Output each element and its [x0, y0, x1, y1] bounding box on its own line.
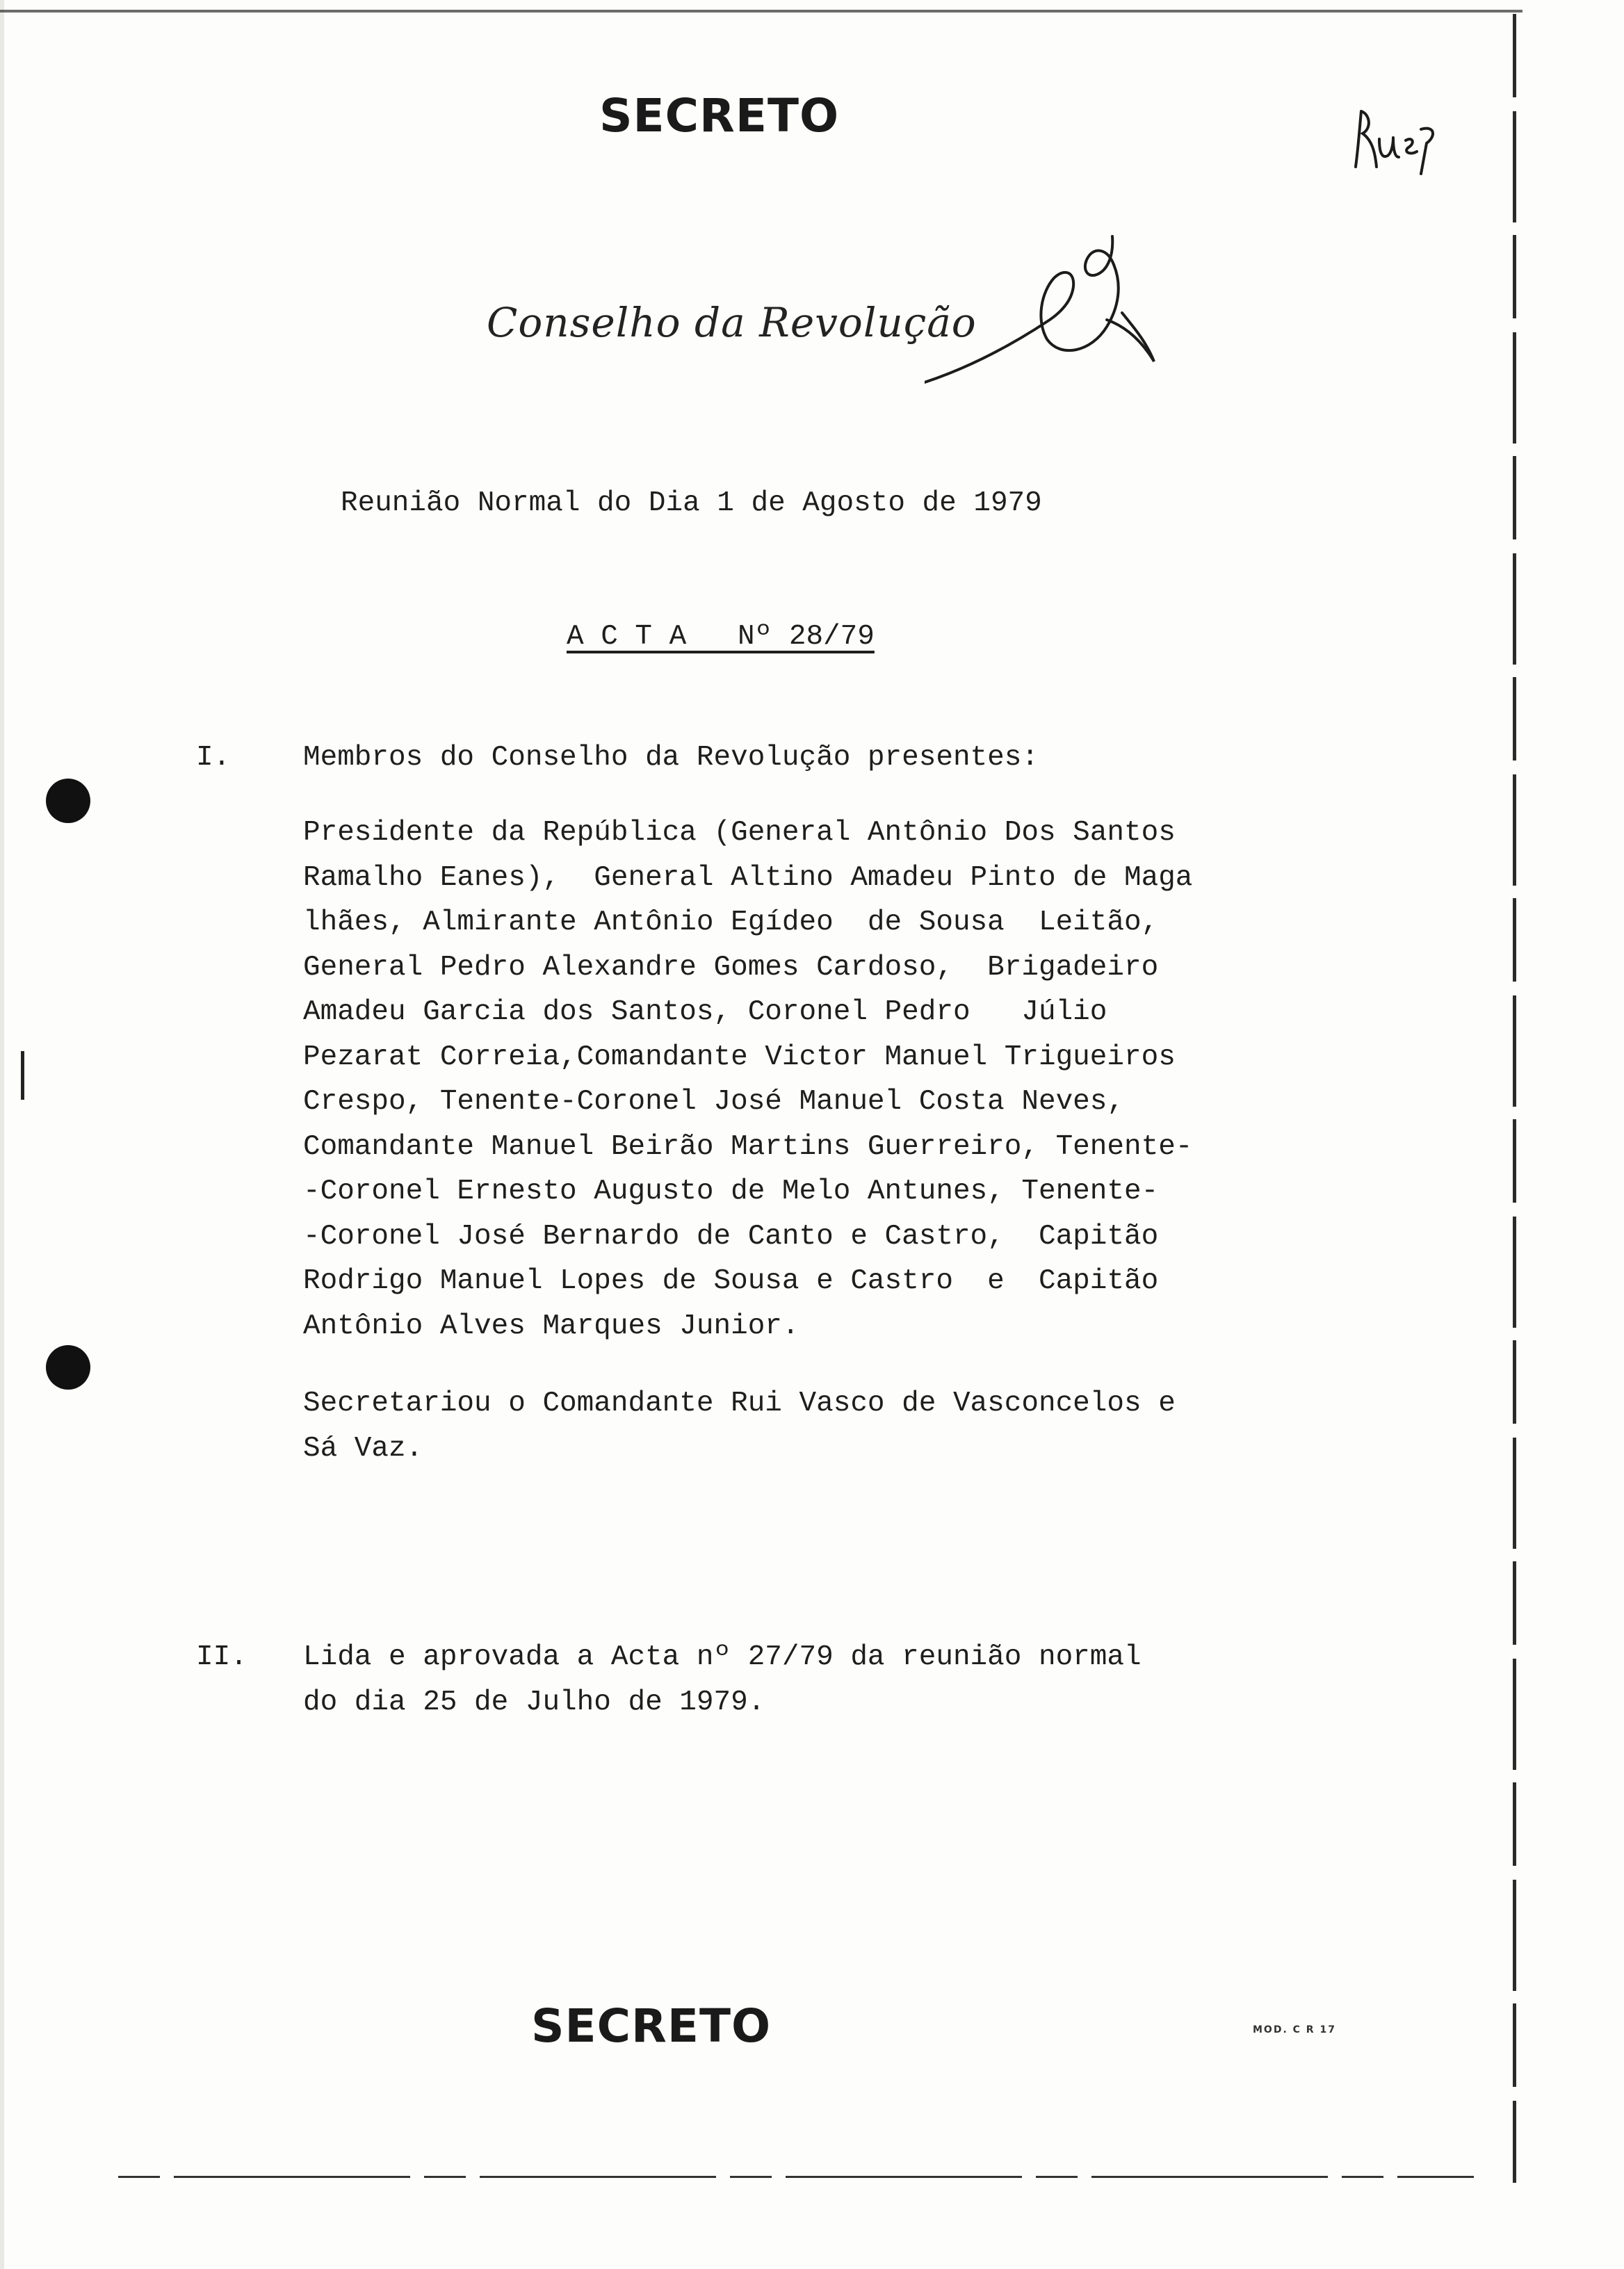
- members-line: -Coronel Ernesto Augusto de Melo Antunes, Tenente-: [303, 1176, 1159, 1207]
- form-code: MOD. C R 17: [1253, 2024, 1336, 2035]
- classification-stamp-bottom: SECRETO: [531, 1999, 772, 2053]
- page-right-edge: [1513, 14, 1516, 2183]
- members-line: Ramalho Eanes), General Altino Amadeu Pinto de Maga: [303, 861, 1193, 894]
- approval-paragraph: [303, 1635, 1262, 1725]
- members-line: Pezarat Correia,Comandante Victor Manuel Trigueiros: [303, 1041, 1176, 1073]
- approval-line: do dia 25 de Julho de 1979.: [303, 1686, 765, 1718]
- scan-left-shadow: [0, 0, 4, 2269]
- section-number: II.: [196, 1641, 247, 1673]
- members-heading-text: Membros do Conselho da Revolução presentes:: [303, 742, 1039, 774]
- punch-hole: [46, 779, 90, 823]
- members-line: Amadeu Garcia dos Santos, Coronel Pedro Júlio: [303, 996, 1107, 1028]
- handwritten-initials-icon: [1349, 97, 1446, 181]
- letterhead-council-name: Conselho da Revolução: [487, 299, 977, 346]
- signature-icon: [925, 222, 1161, 403]
- secretary-paragraph: [303, 1381, 1262, 1471]
- page-top-edge: [0, 10, 1522, 13]
- page-bottom-edge: [118, 2176, 1474, 2178]
- members-line: Presidente da República (General Antônio Dos Santos: [303, 817, 1176, 849]
- members-line: Antônio Alves Marques Junior.: [303, 1310, 799, 1342]
- members-line: -Coronel José Bernardo de Canto e Castro, Capitão: [303, 1220, 1159, 1253]
- secretary-line: Sá Vaz.: [303, 1432, 423, 1465]
- margin-mark: [21, 1051, 24, 1100]
- approval-line: Lida e aprovada a Acta nº 27/79 da reunião normal: [303, 1641, 1142, 1673]
- members-line: General Pedro Alexandre Gomes Cardoso, Brigadeiro: [303, 951, 1159, 984]
- punch-hole: [46, 1345, 90, 1390]
- members-line: Crespo, Tenente-Coronel José Manuel Costa Neves,: [303, 1086, 1124, 1118]
- classification-stamp-top: SECRETO: [599, 89, 840, 143]
- acta-title: A C T A Nº 28/79: [567, 621, 875, 653]
- members-heading: [303, 735, 1262, 781]
- secretary-line: Secretariou o Comandante Rui Vasco de Vasconcelos e: [303, 1388, 1176, 1420]
- members-line: Comandante Manuel Beirão Martins Guerreiro, Tenente-: [303, 1130, 1193, 1163]
- members-line: Rodrigo Manuel Lopes de Sousa e Castro e Capitão: [303, 1265, 1159, 1297]
- section-number: I.: [196, 742, 231, 774]
- meeting-title: Reunião Normal do Dia 1 de Agosto de 1979: [341, 487, 1042, 519]
- members-line: lhães, Almirante Antônio Egídeo de Sousa Leitão,: [303, 906, 1159, 938]
- members-list: [303, 811, 1262, 1349]
